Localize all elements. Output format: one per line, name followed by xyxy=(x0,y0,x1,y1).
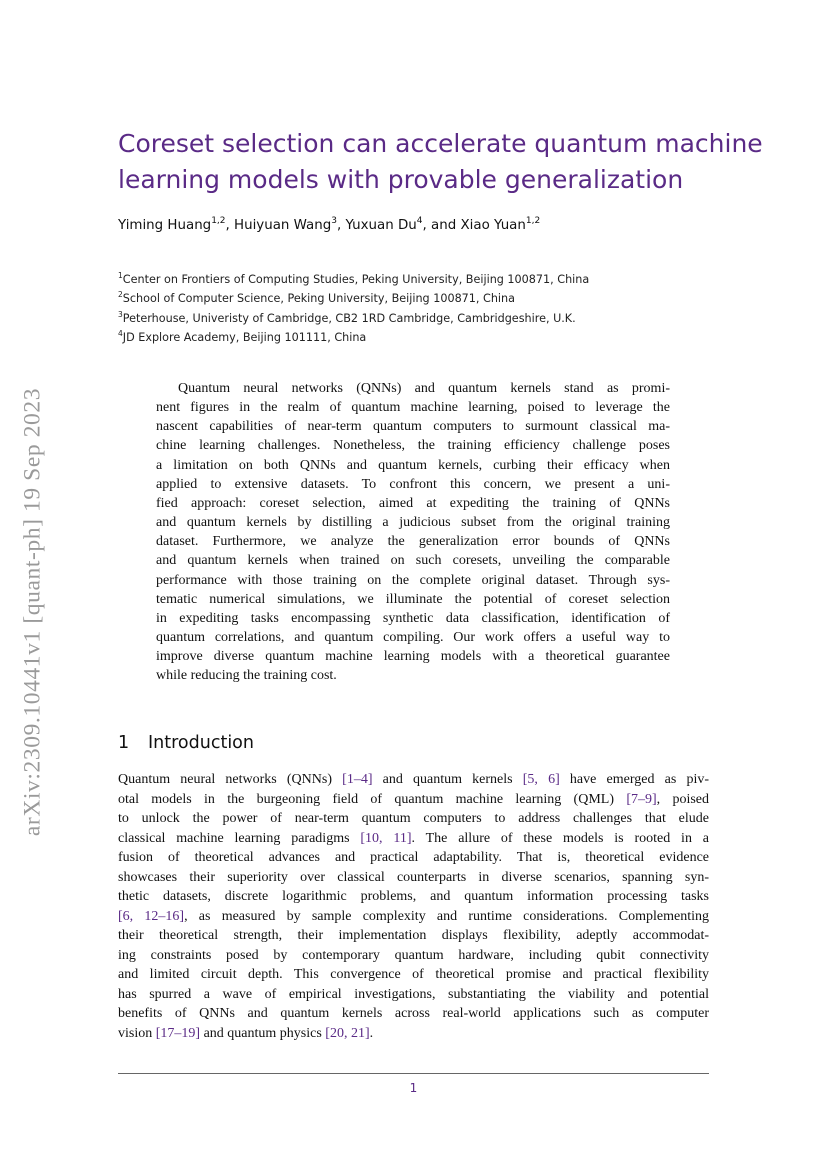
affiliation-item xyxy=(118,311,589,330)
affiliation-text: Peterhouse, Univeristy of Cambridge, CB2 1RD Cambridge, Cambridgeshire, U.K. xyxy=(122,311,576,325)
body-line xyxy=(118,1024,709,1044)
abstract-line: Quantum neural networks (QNNs) and quantum kernels stand as promi- xyxy=(178,381,670,396)
author-name: Yuxuan Du xyxy=(345,218,417,233)
abstract xyxy=(156,379,670,686)
affiliation-item xyxy=(118,291,589,310)
citation-link[interactable]: [7–9] xyxy=(626,791,657,807)
abstract-line: while reducing the training cost. xyxy=(156,668,337,684)
body-line: ing constraints posed by contemporary quantum hardware, including qubit connectivity xyxy=(118,947,709,963)
author-separator: , and xyxy=(422,218,461,233)
text-run: , as measured by sample complexity and runtime considerations. Complementing xyxy=(184,908,709,924)
abstract-line: improve diverse quantum machine learning models with a theoretical guarantee xyxy=(156,649,670,665)
affiliation-number: 4 xyxy=(118,328,123,338)
introduction-paragraph xyxy=(118,770,709,1043)
text-run: classical machine learning paradigms xyxy=(118,830,361,846)
body-line: their theoretical strength, their implementation displays flexibility, adeptly accommodat- xyxy=(118,928,709,943)
citation-link[interactable]: [17–19] xyxy=(155,1025,201,1041)
body-line xyxy=(118,770,709,790)
section-number: 1 xyxy=(118,733,130,753)
text-run: and quantum physics xyxy=(200,1025,326,1041)
body-line: fusion of theoretical advances and practical adaptability. That is, theoretical evidence xyxy=(118,850,709,865)
affiliation-text: Center on Frontiers of Computing Studies, Peking University, Beijing 100871, China xyxy=(122,273,590,286)
author-separator: , xyxy=(336,218,346,233)
author-affiliation-mark: 3 xyxy=(331,216,337,226)
title-line-2: learning models with provable generalization xyxy=(118,165,684,194)
abstract-line: performance with those training on the complete original dataset. Through sys- xyxy=(156,572,670,588)
abstract-line: chine learning challenges. Nonetheless, the training efficiency challenge poses xyxy=(156,438,670,454)
body-line: benefits of QNNs and quantum kernels across real-world applications such as computer xyxy=(118,1006,709,1021)
page-number[interactable]: 1 xyxy=(409,1081,418,1095)
text-run: have emerged as piv- xyxy=(559,772,709,787)
abstract-line: dataset. Furthermore, we analyze the generalization error bounds of QNNs xyxy=(156,534,670,550)
abstract-line: in expediting tasks encompassing synthetic data classification, identification of xyxy=(156,610,670,626)
text-run: . xyxy=(369,1025,374,1041)
text-run: , poised xyxy=(656,791,709,807)
affiliation-list xyxy=(118,272,589,349)
text-run: Quantum neural networks (QNNs) xyxy=(118,772,343,787)
affiliation-text: JD Explore Academy, Beijing 101111, China xyxy=(122,330,367,344)
author-affiliation-mark: 4 xyxy=(416,216,423,226)
text-run: and quantum kernels xyxy=(372,772,523,787)
body-line: and limited circuit depth. This convergence of theoretical promise and practical flexibility xyxy=(118,967,709,982)
arxiv-identifier-stamp[interactable]: arXiv:2309.10441v1 [quant-ph] 19 Sep 2023 xyxy=(19,387,46,837)
footer-divider xyxy=(118,1073,709,1074)
author-affiliation-mark: 1,2 xyxy=(211,216,226,226)
citation-link[interactable]: [1–4] xyxy=(342,772,373,787)
body-line: thetic datasets, discrete logarithmic problems, and quantum information processing tasks xyxy=(118,889,709,904)
abstract-line: nent figures in the realm of quantum machine learning, poised to leverage the xyxy=(156,400,670,416)
affiliation-number: 1 xyxy=(118,271,123,280)
affiliation-item xyxy=(118,272,589,291)
author-name: Xiao Yuan xyxy=(460,218,526,233)
abstract-line: fied approach: coreset selection, aimed at expediting the training of QNNs xyxy=(156,495,670,511)
author-name: Yiming Huang xyxy=(118,218,212,233)
abstract-line: quantum correlations, and quantum compiling. Our work offers a useful way to xyxy=(156,630,670,646)
paper-title xyxy=(118,126,763,198)
body-line xyxy=(118,790,709,810)
affiliation-item xyxy=(118,330,589,349)
author-name: Huiyuan Wang xyxy=(234,218,332,233)
abstract-line: tematic numerical simulations, we illuminate the potential of coreset selection xyxy=(156,591,670,607)
body-line xyxy=(118,829,709,849)
author-separator: , xyxy=(225,218,235,233)
title-line-1: Coreset selection can accelerate quantum machine xyxy=(118,129,763,158)
author-affiliation-mark: 1,2 xyxy=(525,216,541,226)
abstract-line: a limitation on both QNNs and quantum kernels, curbing their efficacy when xyxy=(156,457,670,473)
affiliation-text: School of Computer Science, Peking University, Beijing 100871, China xyxy=(122,292,515,306)
text-run: . The allure of these models is rooted in a xyxy=(411,830,709,846)
citation-link[interactable]: [6, 12–16] xyxy=(118,908,185,924)
abstract-line: applied to extensive datasets. To confront this concern, we present a uni- xyxy=(156,476,670,492)
citation-link[interactable]: [10, 11] xyxy=(360,830,412,846)
affiliation-number: 3 xyxy=(118,309,123,319)
body-line: showcases their superiority over classical counterparts in diverse scenarios, spanning syn- xyxy=(118,869,709,885)
section-heading xyxy=(118,733,254,753)
abstract-line: and quantum kernels when trained on such coresets, unveiling the comparable xyxy=(156,553,670,569)
body-line: has spurred a wave of empirical investigations, substantiating the viability and potential xyxy=(118,986,709,1002)
text-run: vision xyxy=(118,1025,156,1041)
text-run: otal models in the burgeoning field of quantum machine learning (QML) xyxy=(118,791,627,807)
section-title: Introduction xyxy=(148,733,254,753)
citation-link[interactable]: [20, 21] xyxy=(325,1025,370,1041)
body-line xyxy=(118,907,709,927)
author-list xyxy=(118,218,540,233)
abstract-line: nascent capabilities of near-term quantum computers to surmount classical ma- xyxy=(156,419,670,435)
affiliation-number: 2 xyxy=(118,290,123,300)
abstract-line: and quantum kernels by distilling a judicious subset from the original training xyxy=(156,515,670,531)
body-line: to unlock the power of near-term quantum computers to address challenges that elude xyxy=(118,811,709,826)
citation-link[interactable]: [5, 6] xyxy=(522,772,560,787)
